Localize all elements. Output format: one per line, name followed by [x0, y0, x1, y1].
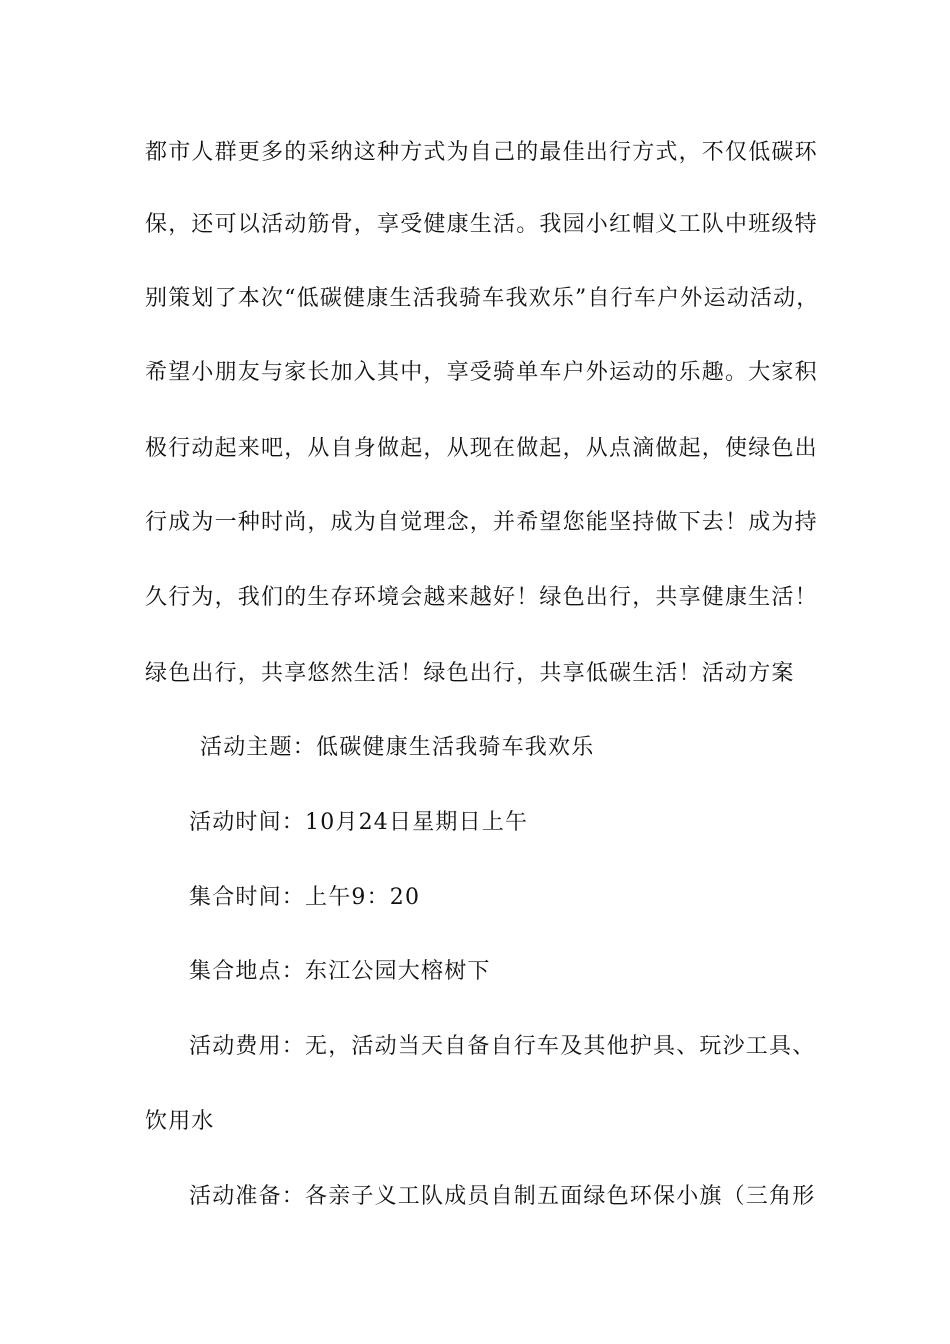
activity-preparation: 活动准备：各亲子义工队成员自制五面绿色环保小旗（三角形	[189, 1184, 816, 1209]
paragraph-line-5: 极行动起来吧，从自身做起，从现在做起，从点滴做起，使绿色出	[145, 436, 818, 461]
activity-time: 活动时间：10月24日星期日上午	[189, 810, 529, 835]
paragraph-line-1: 都市人群更多的采纳这种方式为自己的最佳出行方式，不仅低碳环	[145, 140, 818, 165]
activity-theme: 活动主题：低碳健康生活我骑车我欢乐	[200, 735, 595, 760]
paragraph-line-7: 久行为，我们的生存环境会越来越好！绿色出行，共享健康生活！	[145, 585, 818, 610]
gather-place: 集合地点：东江公园大榕树下	[189, 959, 491, 984]
activity-fee-line-1: 活动费用：无，活动当天自备自行车及其他护具、玩沙工具、	[189, 1034, 816, 1059]
gather-time: 集合时间：上午9：20	[189, 885, 421, 910]
paragraph-line-8: 绿色出行，共享悠然生活！绿色出行，共享低碳生活！活动方案	[145, 661, 795, 686]
paragraph-line-2: 保，还可以活动筋骨，享受健康生活。我园小红帽义工队中班级特	[145, 212, 818, 237]
paragraph-line-4: 希望小朋友与家长加入其中，享受骑单车户外运动的乐趣。大家积	[145, 360, 818, 385]
paragraph-line-6: 行成为一种时尚，成为自觉理念，并希望您能坚持做下去！成为持	[145, 510, 818, 535]
activity-fee-line-2: 饮用水	[145, 1109, 215, 1134]
paragraph-line-3: 别策划了本次“低碳健康生活我骑车我欢乐”自行车户外运动活动，	[145, 286, 820, 311]
